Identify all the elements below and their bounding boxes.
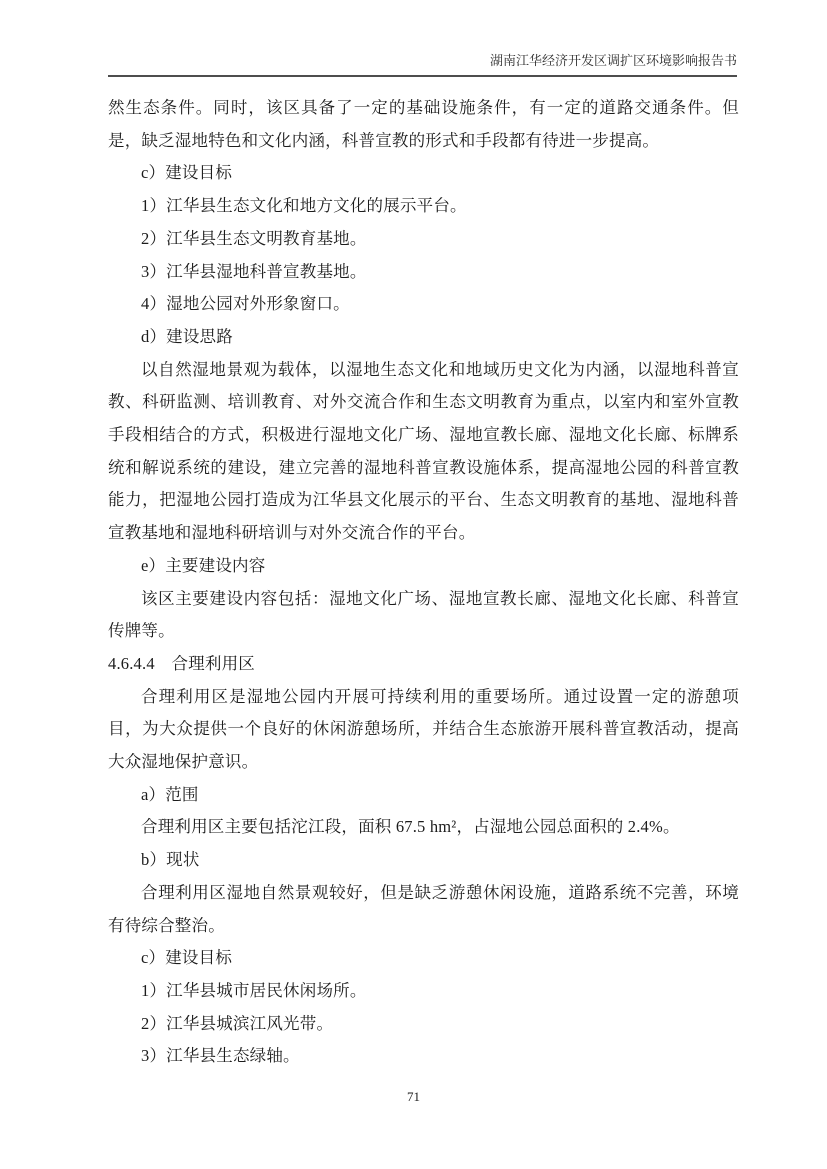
paragraph: 合理利用区是湿地公园内开展可持续利用的重要场所。通过设置一定的游憩项目，为大众提供一个良好的休闲游憩场所，并结合生态旅游开展科普宣教活动，提高大众湿地保护意识。: [108, 686, 739, 772]
list-item: 2）江华县城滨江风光带。: [141, 1013, 334, 1033]
list-item: a）范围: [141, 784, 199, 804]
paragraph: 该区主要建设内容包括：湿地文化广场、湿地宣教长廊、湿地文化长廊、科普宣传牌等。: [108, 588, 739, 641]
list-item: 1）江华县生态文化和地方文化的展示平台。: [141, 196, 467, 216]
list-item: b）现状: [141, 850, 200, 870]
list-item: c）建设目标: [141, 948, 233, 968]
header-title: 湖南江华经济开发区调扩区环境影响报告书: [489, 53, 737, 68]
paragraph: 以自然湿地景观为载体，以湿地生态文化和地域历史文化为内涵，以湿地科普宣教、科研监测、培训教育、对外交流合作和生态文明教育为重点，以室内和室外宣教手段相结合的方式，积极进行湿地文化广场、湿地宣教长廊、湿地文化长廊、标牌系统和解说系统的建设，建立完善的湿地科普宣教设施体系，提高湿地公园的科普宣教能力，把湿地公园打造成为江华县文化展示的平台、生态文明教育的基地、湿地科普宣教基地和湿地科研培训与对外交流合作的平台。: [108, 359, 739, 543]
page-header: [108, 52, 737, 77]
page-footer: [0, 1088, 827, 1106]
list-item: 1）江华县城市居民休闲场所。: [141, 980, 367, 1000]
list-item: c）建设目标: [141, 163, 233, 183]
section-heading: 4.6.4.4 合理利用区: [108, 653, 255, 673]
list-item: e）主要建设内容: [141, 555, 266, 575]
list-item: 2）江华县生态文明教育基地。: [141, 228, 367, 248]
paragraph: 合理利用区湿地自然景观较好，但是缺乏游憩休闲设施，道路系统不完善，环境有待综合整治。: [108, 882, 739, 935]
list-item: 3）江华县湿地科普宣教基地。: [141, 261, 367, 281]
page-number: 71: [407, 1089, 420, 1104]
paragraph: 然生态条件。同时，该区具备了一定的基础设施条件，有一定的道路交通条件。但是，缺乏湿地特色和文化内涵，科普宣教的形式和手段都有待进一步提高。: [108, 98, 739, 150]
list-item: d）建设思路: [141, 326, 233, 346]
document-body: [108, 92, 739, 1073]
list-item: 4）湿地公园对外形象窗口。: [141, 294, 350, 314]
list-item: 3）江华县生态绿轴。: [141, 1046, 300, 1066]
paragraph: 合理利用区主要包括沱江段，面积 67.5 hm²，占湿地公园总面积的 2.4%。: [141, 817, 680, 837]
